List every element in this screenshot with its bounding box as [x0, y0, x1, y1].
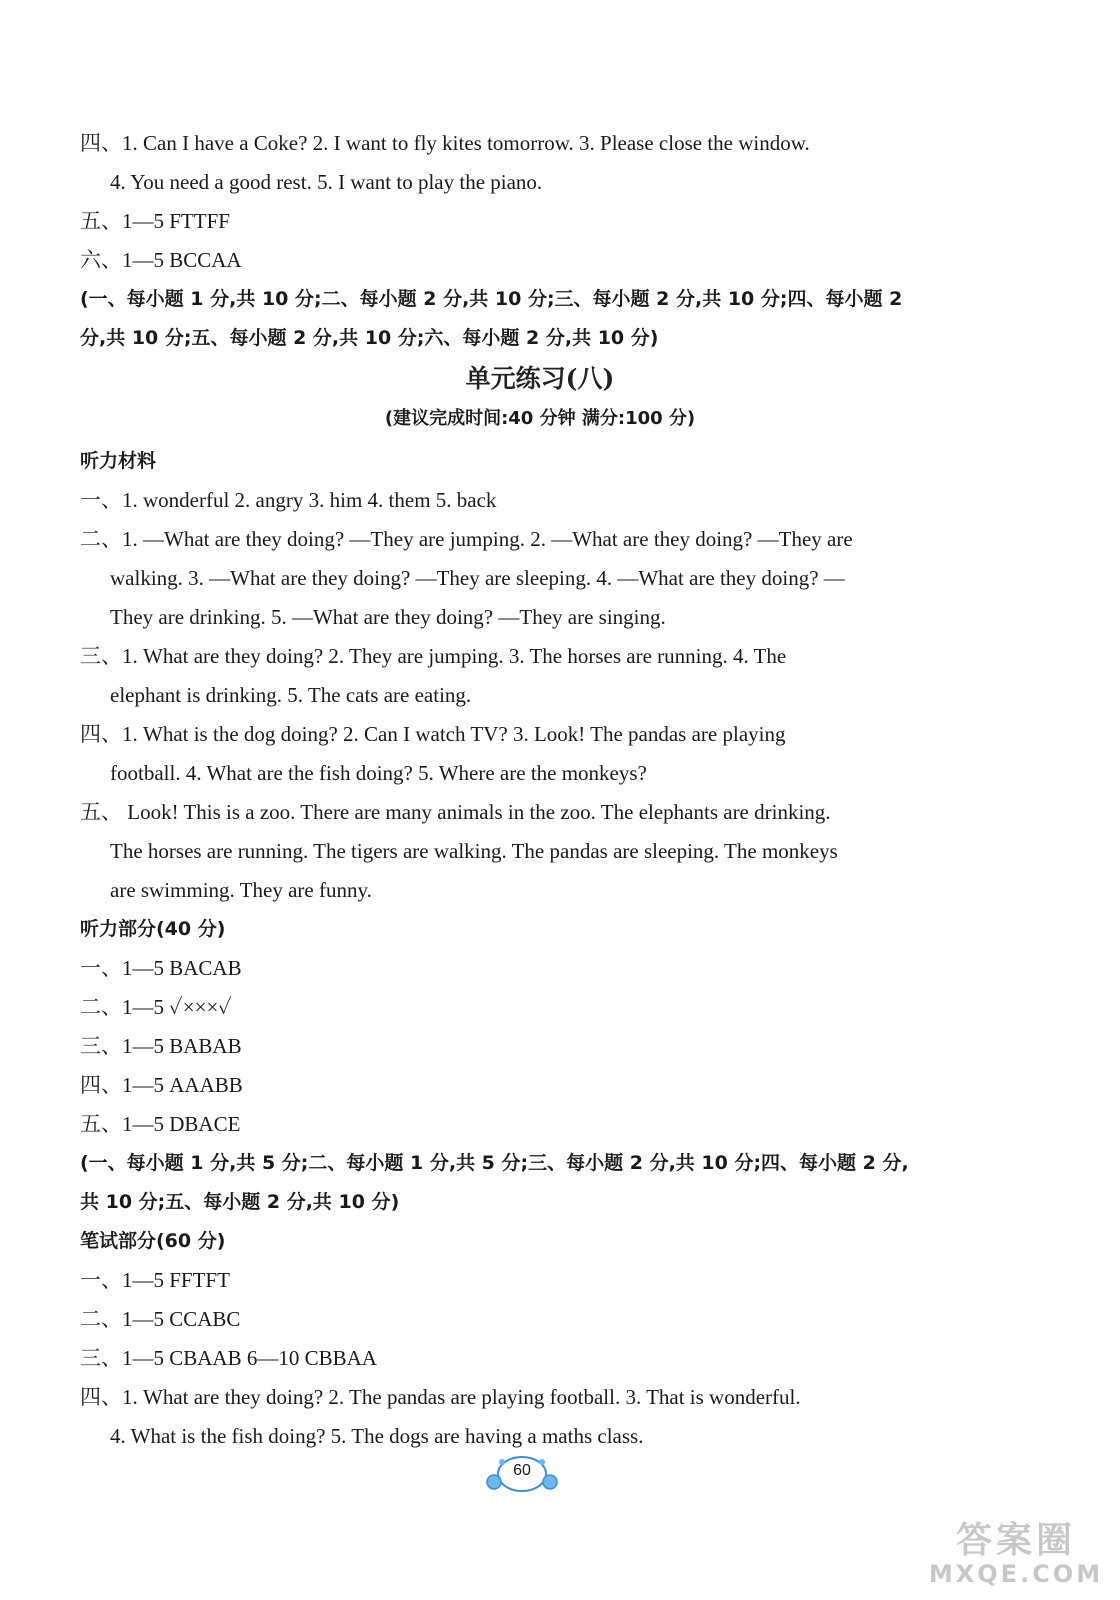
written-part-answers — [80, 1261, 1000, 1456]
listening-material-line: They are drinking. 5. —What are they doing? —They are singing. — [110, 605, 666, 629]
listening-material-line: are swimming. They are funny. — [110, 878, 372, 902]
answer-line: 四、1. What are they doing? 2. The pandas are playing football. 3. That is wonderful. — [80, 1385, 801, 1409]
listening-material-line: football. 4. What are the fish doing? 5. Where are the monkeys? — [110, 761, 647, 785]
section-previous-answers — [80, 124, 1000, 280]
page-number-badge — [486, 1452, 558, 1496]
answer-line: 4. What is the fish doing? 5. The dogs are having a maths class. — [110, 1424, 644, 1448]
answer-line: 4. You need a good rest. 5. I want to play the piano. — [110, 170, 543, 194]
watermark-bottom-text: MXQE.COM — [928, 1560, 1104, 1588]
listening-part-answers — [80, 949, 1000, 1144]
watermark-top-text: 答案圈 — [955, 1520, 1076, 1561]
answer-line: 三、1—5 CBAAB 6—10 CBBAA — [80, 1346, 377, 1370]
scoring-line: (一、每小题 1 分,共 10 分;二、每小题 2 分,共 10 分;三、每小题 2 分,共 10 分;四、每小题 2 — [80, 288, 903, 310]
listening-material-line: 一、1. wonderful 2. angry 3. him 4. them 5. back — [80, 488, 497, 512]
listening-material-line: The horses are running. The tigers are walking. The pandas are sleeping. The monkeys — [110, 839, 838, 863]
listening-material-line: walking. 3. —What are they doing? —They are sleeping. 4. —What are they doing? — — [110, 566, 845, 590]
answer-line: 四、1—5 AAABB — [80, 1073, 243, 1097]
unit-title: 单元练习(八) — [465, 364, 615, 393]
answer-line: 一、1—5 BACAB — [80, 956, 242, 980]
written-part-heading: 笔试部分(60 分) — [80, 1230, 226, 1252]
listening-material-line: 四、1. What is the dog doing? 2. Can I watch TV? 3. Look! The pandas are playing — [80, 722, 786, 746]
listening-material-line: 五、 Look! This is a zoo. There are many animals in the zoo. The elephants are drinking. — [80, 800, 831, 824]
listening-material-lines — [80, 481, 1000, 910]
listening-part-scoring — [80, 1144, 1000, 1222]
unit-subtitle: (建议完成时间:40 分钟 满分:100 分) — [384, 408, 696, 429]
listening-material-line: elephant is drinking. 5. The cats are eating. — [110, 683, 472, 707]
listening-material-line: 二、1. —What are they doing? —They are jumping. 2. —What are they doing? —They are — [80, 527, 853, 551]
scoring-note-previous — [80, 280, 1000, 358]
scoring-line: 分,共 10 分;五、每小题 2 分,共 10 分;六、每小题 2 分,共 10 分) — [80, 327, 659, 349]
answer-line: 五、1—5 FTTFF — [80, 209, 230, 233]
listening-material-line: 三、1. What are they doing? 2. They are jumping. 3. The horses are running. 4. The — [80, 644, 787, 668]
answer-line: 一、1—5 FFTFT — [80, 1268, 230, 1292]
watermark-logo — [926, 1510, 1106, 1592]
answer-line: 三、1—5 BABAB — [80, 1034, 242, 1058]
answer-line: 六、1—5 BCCAA — [80, 248, 242, 272]
answer-line: 二、1—5 ✓×××✓ — [80, 995, 232, 1019]
scoring-line: (一、每小题 1 分,共 5 分;二、每小题 1 分,共 5 分;三、每小题 2 分,共 10 分;四、每小题 2 分, — [80, 1152, 909, 1174]
page-number: 60 — [513, 1462, 531, 1479]
scoring-line: 共 10 分;五、每小题 2 分,共 10 分) — [80, 1191, 400, 1213]
answer-line: 五、1—5 DBACE — [80, 1112, 241, 1136]
listening-material-heading: 听力材料 — [80, 450, 157, 472]
answer-line: 二、1—5 CCABC — [80, 1307, 241, 1331]
answer-page — [80, 124, 1000, 1456]
answer-line: 四、1. Can I have a Coke? 2. I want to fly kites tomorrow. 3. Please close the window. — [80, 131, 810, 155]
listening-part-heading: 听力部分(40 分) — [80, 918, 226, 940]
